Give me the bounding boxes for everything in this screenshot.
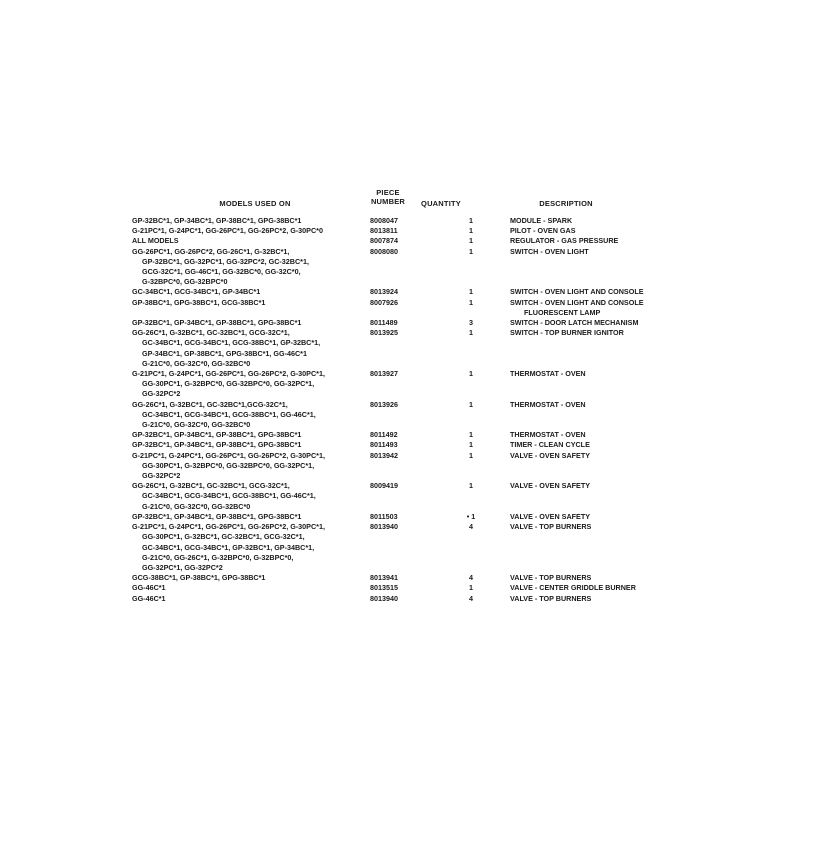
table-row bbox=[132, 430, 680, 440]
description-line: SWITCH - OVEN LIGHT AND CONSOLE bbox=[510, 297, 644, 307]
model-line: G-32BPC*0, GG-32BPC*0 bbox=[142, 277, 228, 287]
models-cell bbox=[132, 430, 370, 440]
model-line: GP-32BC*1, GP-34BC*1, GP-38BC*1, GPG-38BC*1 bbox=[132, 216, 302, 225]
header-piece-line-1: PIECE bbox=[376, 188, 400, 197]
quantity-cell: 3 bbox=[469, 318, 473, 328]
description-line: VALVE - OVEN SAFETY bbox=[510, 481, 591, 491]
description-line: THERMOSTAT - OVEN bbox=[510, 399, 586, 409]
description-cell bbox=[510, 298, 680, 318]
quantity-cell: 1 bbox=[469, 297, 473, 307]
quantity-cell: 1 bbox=[469, 328, 473, 338]
table-row bbox=[132, 216, 680, 226]
model-line: GCG-32C*1, GG-46C*1, GG-32BC*0, GG-32C*0, bbox=[142, 267, 301, 277]
description-line: REGULATOR - GAS PRESSURE bbox=[510, 236, 619, 246]
model-line: G-21PC*1, G-24PC*1, GG-26PC*1, GG-26PC*2, G-30PC*0 bbox=[132, 226, 323, 236]
description-line: VALVE - TOP BURNERS bbox=[510, 573, 592, 583]
models-cell bbox=[132, 298, 370, 318]
piece-number-cell: 8011493 bbox=[370, 440, 398, 450]
description-cell bbox=[510, 573, 680, 583]
description-cell bbox=[510, 594, 680, 604]
quantity-cell: 4 bbox=[469, 522, 473, 532]
description-line: SWITCH - DOOR LATCH MECHANISM bbox=[510, 318, 639, 328]
model-line: GG-32PC*1, GG-32PC*2 bbox=[142, 562, 223, 572]
models-cell bbox=[132, 512, 370, 522]
piece-number-cell: 8007926 bbox=[370, 297, 398, 307]
model-line: GC-34BC*1, GCG-34BC*1, GCG-38BC*1, GG-46C*1, bbox=[142, 409, 316, 419]
model-line: GCG-38BC*1, GP-38BC*1, GPG-38BC*1 bbox=[132, 573, 266, 583]
model-line: GC-34BC*1, GCG-34BC*1, GP-34BC*1 bbox=[132, 287, 261, 297]
parts-table bbox=[132, 216, 680, 604]
model-line: GP-32BC*1, GP-34BC*1, GP-38BC*1, GPG-38BC*1 bbox=[132, 440, 302, 450]
description-cell bbox=[510, 216, 680, 226]
piece-number-cell: 8013926 bbox=[370, 399, 398, 409]
header-models-used-on: MODELS USED ON bbox=[219, 199, 291, 208]
piece-number-cell: 8013811 bbox=[370, 226, 398, 236]
model-line: GP-32BC*1, GP-34BC*1, GP-38BC*1, GPG-38BC*1 bbox=[132, 430, 302, 440]
quantity-cell: 1 bbox=[469, 440, 473, 450]
model-line: GC-34BC*1, GCG-34BC*1, GCG-38BC*1, GP-32BC*1, bbox=[142, 338, 321, 348]
description-cell bbox=[510, 369, 680, 400]
description-line: TIMER - CLEAN CYCLE bbox=[510, 440, 590, 450]
model-line: G-21C*0, GG-26C*1, G-32BPC*0, G-32BPC*0, bbox=[142, 552, 294, 562]
description-line: THERMOSTAT - OVEN bbox=[510, 430, 586, 440]
description-line: VALVE - TOP BURNERS bbox=[510, 593, 592, 603]
piece-number-cell: 8007874 bbox=[370, 236, 398, 246]
description-line: SWITCH - OVEN LIGHT AND CONSOLE bbox=[510, 287, 644, 297]
model-line: ALL MODELS bbox=[132, 236, 179, 246]
table-row bbox=[132, 573, 680, 583]
piece-number-cell: 8009419 bbox=[370, 481, 398, 491]
piece-number-cell: 8011503 bbox=[370, 511, 398, 521]
model-line: GP-32BC*1, GP-34BC*1, GP-38BC*1, GPG-38BC*1 bbox=[132, 511, 302, 521]
models-cell bbox=[132, 583, 370, 593]
models-cell bbox=[132, 481, 370, 512]
model-line: GC-34BC*1, GCG-34BC*1, GP-32BC*1, GP-34BC*1, bbox=[142, 542, 315, 552]
piece-number-cell: 8013940 bbox=[370, 522, 398, 532]
models-cell bbox=[132, 287, 370, 297]
table-row bbox=[132, 328, 680, 369]
model-line: GP-32BC*1, GG-32PC*1, GG-32PC*2, GC-32BC*1, bbox=[142, 256, 309, 266]
models-cell bbox=[132, 594, 370, 604]
table-row bbox=[132, 522, 680, 573]
description-line: VALVE - OVEN SAFETY bbox=[510, 511, 591, 521]
description-line: VALVE - CENTER GRIDDLE BURNER bbox=[510, 583, 636, 593]
model-line: GG-26C*1, G-32BC*1, GC-32BC*1, GCG-32C*1, bbox=[132, 328, 290, 338]
table-row bbox=[132, 594, 680, 604]
header-piece-line-2: NUMBER bbox=[370, 197, 406, 206]
description-cell bbox=[510, 481, 680, 512]
table-row bbox=[132, 247, 680, 288]
models-cell bbox=[132, 226, 370, 236]
models-cell bbox=[132, 400, 370, 431]
description-cell bbox=[510, 522, 680, 573]
description-line: MODULE - SPARK bbox=[510, 216, 573, 225]
models-cell bbox=[132, 236, 370, 246]
model-line: GG-30PC*1, G-32BPC*0, GG-32BPC*0, GG-32PC*1, bbox=[142, 460, 315, 470]
quantity-cell: 1 bbox=[469, 236, 473, 246]
table-row bbox=[132, 369, 680, 400]
description-cell bbox=[510, 430, 680, 440]
description-cell bbox=[510, 451, 680, 482]
table-row bbox=[132, 236, 680, 246]
model-line: GG-26C*1, G-32BC*1, GC-32BC*1, GCG-32C*1, bbox=[132, 481, 290, 491]
table-row bbox=[132, 512, 680, 522]
quantity-cell: 1 bbox=[469, 246, 473, 256]
table-row bbox=[132, 287, 680, 297]
piece-number-cell: 8013924 bbox=[370, 287, 398, 297]
quantity-cell: 1 bbox=[469, 369, 473, 379]
quantity-cell: 1 bbox=[469, 226, 473, 236]
description-cell bbox=[510, 247, 680, 288]
models-cell bbox=[132, 216, 370, 226]
description-cell bbox=[510, 318, 680, 328]
description-cell bbox=[510, 440, 680, 450]
model-line: GG-46C*1 bbox=[132, 583, 166, 593]
description-cell bbox=[510, 328, 680, 369]
description-line: SWITCH - OVEN LIGHT bbox=[510, 246, 589, 256]
quantity-cell: 1 bbox=[469, 430, 473, 440]
header-piece-number bbox=[358, 188, 418, 206]
model-line: GC-34BC*1, GCG-34BC*1, GCG-38BC*1, GG-46C*1, bbox=[142, 491, 316, 501]
model-line: G-21PC*1, G-24PC*1, GG-26PC*1, GG-26PC*2, G-30PC*1, bbox=[132, 369, 325, 379]
piece-number-cell: 8011489 bbox=[370, 318, 398, 328]
piece-number-cell: 8008047 bbox=[370, 216, 398, 225]
model-line: G-21C*0, GG-32C*0, GG-32BC*0 bbox=[142, 358, 251, 368]
piece-number-cell: 8013515 bbox=[370, 583, 398, 593]
table-row bbox=[132, 298, 680, 318]
piece-number-cell: 8011492 bbox=[370, 430, 398, 440]
models-cell bbox=[132, 573, 370, 583]
model-line: G-21C*0, GG-32C*0, GG-32BC*0 bbox=[142, 501, 251, 511]
models-cell bbox=[132, 451, 370, 482]
description-cell bbox=[510, 226, 680, 236]
quantity-cell: 1 bbox=[469, 399, 473, 409]
model-line: GG-32PC*2 bbox=[142, 389, 181, 399]
models-cell bbox=[132, 369, 370, 400]
table-row bbox=[132, 440, 680, 450]
description-line: FLUORESCENT LAMP bbox=[524, 307, 601, 317]
table-row bbox=[132, 226, 680, 236]
description-cell bbox=[510, 400, 680, 431]
models-cell bbox=[132, 522, 370, 573]
table-row bbox=[132, 583, 680, 593]
description-line: THERMOSTAT - OVEN bbox=[510, 369, 586, 379]
model-line: GG-30PC*1, G-32BPC*0, GG-32BPC*0, GG-32PC*1, bbox=[142, 379, 315, 389]
quantity-cell: 1 bbox=[469, 583, 473, 593]
models-cell bbox=[132, 328, 370, 369]
quantity-cell: 4 bbox=[469, 573, 473, 583]
model-line: GP-34BC*1, GP-38BC*1, GPG-38BC*1, GG-46C*1 bbox=[142, 348, 307, 358]
description-cell bbox=[510, 583, 680, 593]
quantity-cell: 1 bbox=[469, 287, 473, 297]
table-row bbox=[132, 451, 680, 482]
table-row bbox=[132, 481, 680, 512]
header-description: DESCRIPTION bbox=[539, 199, 593, 208]
model-line: G-21C*0, GG-32C*0, GG-32BC*0 bbox=[142, 420, 251, 430]
description-line: VALVE - TOP BURNERS bbox=[510, 522, 592, 532]
piece-number-cell: 8013940 bbox=[370, 593, 398, 603]
models-cell bbox=[132, 440, 370, 450]
description-cell bbox=[510, 512, 680, 522]
model-line: GG-32PC*2 bbox=[142, 471, 181, 481]
parts-table-body bbox=[132, 216, 680, 604]
model-line: G-21PC*1, G-24PC*1, GG-26PC*1, GG-26PC*2, G-30PC*1, bbox=[132, 450, 325, 460]
model-line: G-21PC*1, G-24PC*1, GG-26PC*1, GG-26PC*2, G-30PC*1, bbox=[132, 522, 325, 532]
piece-number-cell: 8013942 bbox=[370, 450, 398, 460]
piece-number-cell: 8013941 bbox=[370, 573, 398, 583]
table-row bbox=[132, 318, 680, 328]
model-line: GG-26PC*1, GG-26PC*2, GG-26C*1, G-32BC*1, bbox=[132, 246, 290, 256]
quantity-cell: 1 bbox=[469, 216, 473, 225]
description-line: SWITCH - TOP BURNER IGNITOR bbox=[510, 328, 624, 338]
quantity-cell: 1 bbox=[469, 450, 473, 460]
description-line: PILOT - OVEN GAS bbox=[510, 226, 576, 236]
piece-number-cell: 8013927 bbox=[370, 369, 398, 379]
model-line: GG-30PC*1, G-32BC*1, GC-32BC*1, GCG-32C*1, bbox=[142, 532, 305, 542]
description-cell bbox=[510, 236, 680, 246]
piece-number-cell: 8013925 bbox=[370, 328, 398, 338]
model-line: GG-46C*1 bbox=[132, 593, 166, 603]
piece-number-cell: 8008080 bbox=[370, 246, 398, 256]
model-line: GP-38BC*1, GPG-38BC*1, GCG-38BC*1 bbox=[132, 297, 266, 307]
description-line: VALVE - OVEN SAFETY bbox=[510, 450, 591, 460]
quantity-cell: • 1 bbox=[466, 511, 476, 521]
quantity-cell: 4 bbox=[469, 593, 473, 603]
models-cell bbox=[132, 318, 370, 328]
models-cell bbox=[132, 247, 370, 288]
model-line: GP-32BC*1, GP-34BC*1, GP-38BC*1, GPG-38BC*1 bbox=[132, 318, 302, 328]
table-row bbox=[132, 400, 680, 431]
header-quantity: QUANTITY bbox=[421, 199, 461, 208]
model-line: GG-26C*1, G-32BC*1, GC-32BC*1,GCG-32C*1, bbox=[132, 399, 288, 409]
quantity-cell: 1 bbox=[469, 481, 473, 491]
description-cell bbox=[510, 287, 680, 297]
